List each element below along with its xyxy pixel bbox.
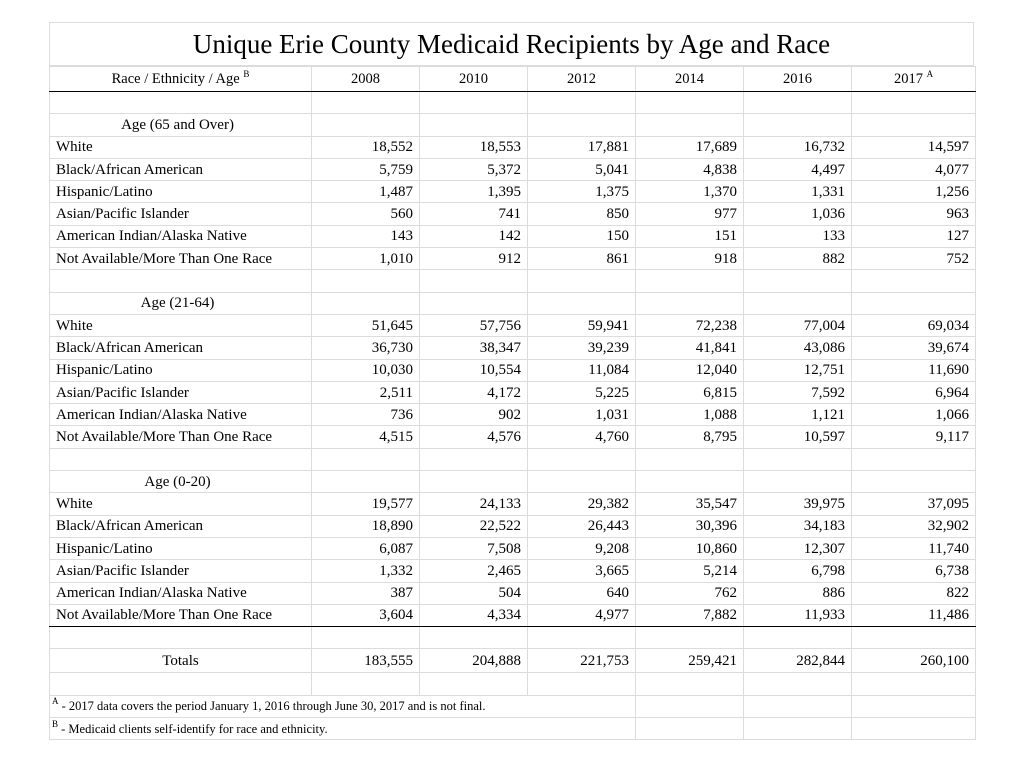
value-cell: 4,077: [852, 158, 976, 180]
value-cell: 4,497: [744, 158, 852, 180]
value-cell: 1,375: [528, 181, 636, 203]
value-cell: 11,084: [528, 359, 636, 381]
value-cell: 11,690: [852, 359, 976, 381]
value-cell: 9,208: [528, 537, 636, 559]
value-cell: 912: [420, 248, 528, 270]
value-cell: 1,395: [420, 181, 528, 203]
spacer-row: [50, 673, 976, 695]
footnote-mark: A: [926, 69, 934, 79]
value-cell: 43,086: [744, 337, 852, 359]
value-cell: 143: [312, 225, 420, 247]
race-label: Hispanic/Latino: [50, 537, 312, 559]
empty-cell: [852, 92, 976, 114]
empty-cell: [312, 292, 420, 314]
empty-cell: [636, 270, 744, 292]
value-cell: 59,941: [528, 314, 636, 336]
value-cell: 1,036: [744, 203, 852, 225]
value-cell: 39,674: [852, 337, 976, 359]
empty-cell: [852, 292, 976, 314]
value-cell: 39,975: [744, 493, 852, 515]
value-cell: 7,592: [744, 381, 852, 403]
value-cell: 1,066: [852, 404, 976, 426]
value-cell: 963: [852, 203, 976, 225]
empty-cell: [744, 92, 852, 114]
empty-cell: [744, 695, 852, 717]
total-value: 282,844: [744, 649, 852, 673]
footnote-row: [50, 718, 976, 740]
table-row: [50, 337, 976, 359]
race-label: Black/African American: [50, 158, 312, 180]
empty-cell: [636, 673, 744, 695]
footnote-mark: B: [52, 718, 59, 729]
spacer-row: [50, 627, 976, 649]
value-cell: 850: [528, 203, 636, 225]
value-cell: 72,238: [636, 314, 744, 336]
empty-cell: [852, 448, 976, 470]
group-row: [50, 114, 976, 136]
value-cell: 752: [852, 248, 976, 270]
race-label: Not Available/More Than One Race: [50, 604, 312, 626]
spacer-row: [50, 92, 976, 114]
value-cell: 1,256: [852, 181, 976, 203]
value-cell: 4,515: [312, 426, 420, 448]
value-cell: 41,841: [636, 337, 744, 359]
empty-cell: [420, 92, 528, 114]
value-cell: 3,604: [312, 604, 420, 626]
empty-cell: [744, 448, 852, 470]
table-row: [50, 248, 976, 270]
race-label: American Indian/Alaska Native: [50, 404, 312, 426]
empty-cell: [636, 695, 744, 717]
value-cell: 36,730: [312, 337, 420, 359]
value-cell: 5,214: [636, 560, 744, 582]
footnote-mark: B: [243, 69, 250, 79]
value-cell: 1,487: [312, 181, 420, 203]
table-row: [50, 426, 976, 448]
total-value: 221,753: [528, 649, 636, 673]
empty-cell: [420, 448, 528, 470]
value-cell: 10,597: [744, 426, 852, 448]
value-cell: 741: [420, 203, 528, 225]
empty-cell: [528, 92, 636, 114]
empty-cell: [50, 448, 312, 470]
value-cell: 12,307: [744, 537, 852, 559]
year-header: [420, 67, 528, 92]
table-row: [50, 136, 976, 158]
value-cell: 38,347: [420, 337, 528, 359]
total-value: 260,100: [852, 649, 976, 673]
value-cell: 12,751: [744, 359, 852, 381]
value-cell: 18,552: [312, 136, 420, 158]
value-cell: 977: [636, 203, 744, 225]
table-row: [50, 537, 976, 559]
empty-cell: [636, 292, 744, 314]
empty-cell: [420, 270, 528, 292]
table-row: [50, 604, 976, 626]
table-row: [50, 158, 976, 180]
empty-cell: [312, 270, 420, 292]
empty-cell: [528, 114, 636, 136]
empty-cell: [744, 471, 852, 493]
empty-cell: [744, 292, 852, 314]
value-cell: 142: [420, 225, 528, 247]
race-label: Hispanic/Latino: [50, 359, 312, 381]
value-cell: 6,964: [852, 381, 976, 403]
year-label: 2017: [893, 71, 923, 87]
total-value: 204,888: [420, 649, 528, 673]
group-row: [50, 471, 976, 493]
empty-cell: [528, 292, 636, 314]
value-cell: 2,511: [312, 381, 420, 403]
race-label: Black/African American: [50, 337, 312, 359]
empty-cell: [636, 114, 744, 136]
value-cell: 8,795: [636, 426, 744, 448]
race-label: Not Available/More Than One Race: [50, 426, 312, 448]
value-cell: 35,547: [636, 493, 744, 515]
value-cell: 127: [852, 225, 976, 247]
value-cell: 4,172: [420, 381, 528, 403]
empty-cell: [528, 673, 636, 695]
value-cell: 69,034: [852, 314, 976, 336]
value-cell: 918: [636, 248, 744, 270]
value-cell: 11,740: [852, 537, 976, 559]
empty-cell: [50, 270, 312, 292]
value-cell: 504: [420, 582, 528, 604]
value-cell: 3,665: [528, 560, 636, 582]
empty-cell: [852, 471, 976, 493]
value-cell: 24,133: [420, 493, 528, 515]
empty-cell: [312, 114, 420, 136]
value-cell: 1,331: [744, 181, 852, 203]
table-row: [50, 515, 976, 537]
group-label: Age (21-64): [50, 292, 312, 314]
value-cell: 9,117: [852, 426, 976, 448]
group-row: [50, 292, 976, 314]
empty-cell: [744, 718, 852, 740]
value-cell: 1,010: [312, 248, 420, 270]
value-cell: 861: [528, 248, 636, 270]
value-cell: 4,576: [420, 426, 528, 448]
race-label: White: [50, 314, 312, 336]
race-label: White: [50, 493, 312, 515]
empty-cell: [312, 673, 420, 695]
table-row: [50, 225, 976, 247]
value-cell: 10,860: [636, 537, 744, 559]
year-label: 2014: [675, 71, 704, 87]
value-cell: 77,004: [744, 314, 852, 336]
value-cell: 14,597: [852, 136, 976, 158]
empty-cell: [636, 471, 744, 493]
empty-cell: [312, 627, 420, 649]
table-row: [50, 203, 976, 225]
value-cell: 32,902: [852, 515, 976, 537]
totals-label: Totals: [50, 649, 312, 673]
value-cell: 16,732: [744, 136, 852, 158]
table-row: [50, 404, 976, 426]
race-label: Asian/Pacific Islander: [50, 381, 312, 403]
table-row: [50, 381, 976, 403]
value-cell: 29,382: [528, 493, 636, 515]
empty-cell: [852, 695, 976, 717]
table-row: [50, 582, 976, 604]
value-cell: 5,372: [420, 158, 528, 180]
value-cell: 5,041: [528, 158, 636, 180]
value-cell: 7,508: [420, 537, 528, 559]
race-label: Asian/Pacific Islander: [50, 203, 312, 225]
table-row: [50, 181, 976, 203]
value-cell: 560: [312, 203, 420, 225]
value-cell: 133: [744, 225, 852, 247]
empty-cell: [420, 673, 528, 695]
value-cell: 1,031: [528, 404, 636, 426]
page-title: Unique Erie County Medicaid Recipients by Age and Race: [49, 22, 974, 66]
value-cell: 10,030: [312, 359, 420, 381]
empty-cell: [528, 627, 636, 649]
value-cell: 6,798: [744, 560, 852, 582]
total-value: 259,421: [636, 649, 744, 673]
value-cell: 5,225: [528, 381, 636, 403]
year-header: [528, 67, 636, 92]
empty-cell: [744, 270, 852, 292]
spreadsheet: [49, 22, 975, 746]
year-label: 2016: [783, 71, 812, 87]
race-label: American Indian/Alaska Native: [50, 582, 312, 604]
empty-cell: [420, 292, 528, 314]
empty-cell: [852, 627, 976, 649]
value-cell: 17,881: [528, 136, 636, 158]
value-cell: 4,838: [636, 158, 744, 180]
empty-cell: [852, 673, 976, 695]
value-cell: 4,977: [528, 604, 636, 626]
value-cell: 34,183: [744, 515, 852, 537]
table-row: [50, 493, 976, 515]
table-row: [50, 560, 976, 582]
recipients-table: [49, 66, 976, 740]
value-cell: 1,370: [636, 181, 744, 203]
empty-cell: [744, 673, 852, 695]
empty-cell: [50, 92, 312, 114]
totals-row: [50, 649, 976, 673]
value-cell: 4,760: [528, 426, 636, 448]
empty-cell: [852, 114, 976, 136]
year-header: [312, 67, 420, 92]
value-cell: 640: [528, 582, 636, 604]
value-cell: 18,553: [420, 136, 528, 158]
year-header: [852, 67, 976, 92]
value-cell: 1,332: [312, 560, 420, 582]
value-cell: 26,443: [528, 515, 636, 537]
footnote: [50, 718, 636, 740]
year-label: 2012: [567, 71, 596, 87]
value-cell: 6,087: [312, 537, 420, 559]
total-value: 183,555: [312, 649, 420, 673]
empty-cell: [50, 627, 312, 649]
table-row: [50, 314, 976, 336]
empty-cell: [852, 270, 976, 292]
value-cell: 902: [420, 404, 528, 426]
footnote-mark: A: [52, 696, 59, 707]
group-label: Age (65 and Over): [50, 114, 312, 136]
value-cell: 39,239: [528, 337, 636, 359]
value-cell: 6,738: [852, 560, 976, 582]
footnote-text: - Medicaid clients self-identify for race and ethnicity.: [61, 721, 328, 736]
value-cell: 18,890: [312, 515, 420, 537]
value-cell: 37,095: [852, 493, 976, 515]
race-label: American Indian/Alaska Native: [50, 225, 312, 247]
value-cell: 736: [312, 404, 420, 426]
value-cell: 762: [636, 582, 744, 604]
footnote-text: - 2017 data covers the period January 1, 2016 through June 30, 2017 and is not final.: [61, 699, 486, 714]
value-cell: 886: [744, 582, 852, 604]
empty-cell: [636, 627, 744, 649]
value-cell: 17,689: [636, 136, 744, 158]
year-header: [744, 67, 852, 92]
empty-cell: [528, 270, 636, 292]
empty-cell: [636, 718, 744, 740]
empty-cell: [528, 448, 636, 470]
group-label: Age (0-20): [50, 471, 312, 493]
spacer-row: [50, 448, 976, 470]
value-cell: 1,121: [744, 404, 852, 426]
empty-cell: [636, 92, 744, 114]
value-cell: 6,815: [636, 381, 744, 403]
value-cell: 51,645: [312, 314, 420, 336]
header-label-text: Race / Ethnicity / Age: [111, 71, 240, 87]
empty-cell: [312, 92, 420, 114]
value-cell: 387: [312, 582, 420, 604]
race-label: Asian/Pacific Islander: [50, 560, 312, 582]
race-label: Not Available/More Than One Race: [50, 248, 312, 270]
value-cell: 151: [636, 225, 744, 247]
year-label: 2008: [351, 71, 380, 87]
table-row: [50, 359, 976, 381]
value-cell: 2,465: [420, 560, 528, 582]
empty-cell: [50, 673, 312, 695]
empty-cell: [852, 718, 976, 740]
year-header: [636, 67, 744, 92]
empty-cell: [312, 471, 420, 493]
empty-cell: [420, 114, 528, 136]
header-row: [50, 67, 976, 92]
value-cell: 30,396: [636, 515, 744, 537]
spacer-row: [50, 270, 976, 292]
value-cell: 11,933: [744, 604, 852, 626]
value-cell: 150: [528, 225, 636, 247]
value-cell: 11,486: [852, 604, 976, 626]
race-label: White: [50, 136, 312, 158]
value-cell: 882: [744, 248, 852, 270]
empty-cell: [636, 448, 744, 470]
value-cell: 822: [852, 582, 976, 604]
empty-cell: [420, 471, 528, 493]
empty-cell: [744, 114, 852, 136]
value-cell: 19,577: [312, 493, 420, 515]
empty-cell: [420, 627, 528, 649]
value-cell: 7,882: [636, 604, 744, 626]
empty-cell: [528, 471, 636, 493]
value-cell: 57,756: [420, 314, 528, 336]
header-label: [50, 67, 312, 92]
value-cell: 10,554: [420, 359, 528, 381]
race-label: Hispanic/Latino: [50, 181, 312, 203]
empty-cell: [312, 448, 420, 470]
value-cell: 12,040: [636, 359, 744, 381]
race-label: Black/African American: [50, 515, 312, 537]
footnote: [50, 695, 636, 717]
year-label: 2010: [459, 71, 488, 87]
empty-cell: [744, 627, 852, 649]
value-cell: 1,088: [636, 404, 744, 426]
value-cell: 4,334: [420, 604, 528, 626]
footnote-row: [50, 695, 976, 717]
value-cell: 22,522: [420, 515, 528, 537]
value-cell: 5,759: [312, 158, 420, 180]
